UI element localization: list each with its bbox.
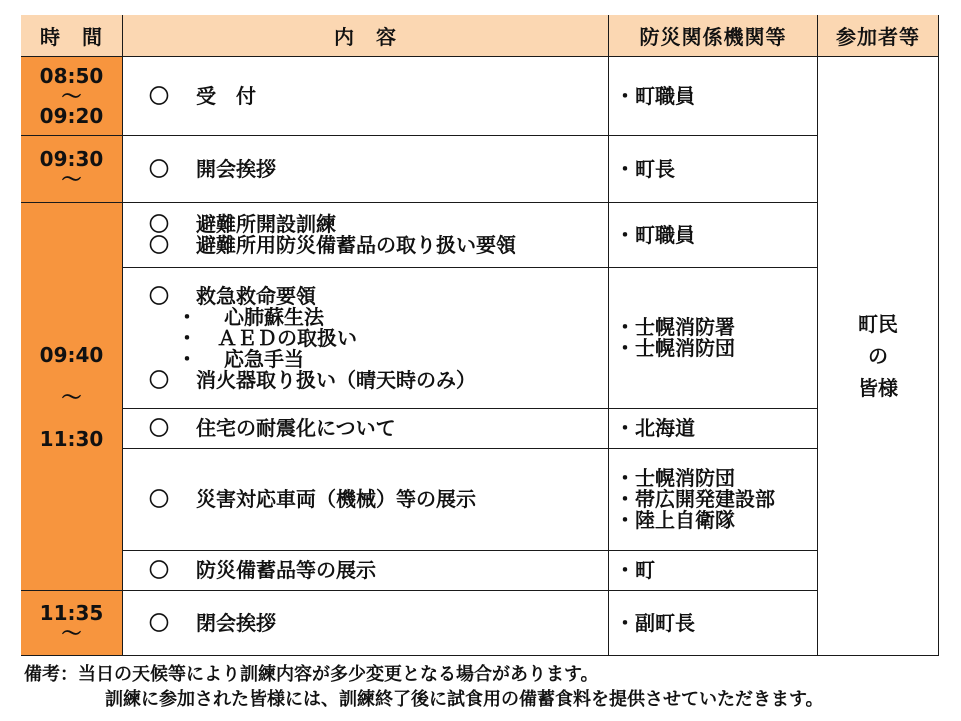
time-tilde: ～ bbox=[61, 84, 82, 108]
content-cell-closing bbox=[123, 591, 609, 656]
content-cell-shelter bbox=[123, 203, 609, 268]
note-line-1: 備考：当日の天候等により訓練内容が多少変更となる場合があります。 bbox=[24, 664, 599, 685]
org-line: ・副町長 bbox=[615, 610, 695, 635]
org-cell-first-aid bbox=[609, 268, 818, 409]
time-tilde: ～ bbox=[61, 621, 82, 645]
time-tilde: ～ bbox=[61, 167, 82, 191]
org-line: ・士幌消防署 bbox=[615, 315, 735, 339]
org-cell-vehicles bbox=[609, 449, 818, 551]
content-line: 〇 災害対応車両（機械）等の展示 bbox=[149, 487, 476, 511]
org-line: ・士幌消防団 bbox=[615, 336, 735, 360]
participants-line: 皆様 bbox=[858, 376, 898, 400]
header-participants: 参加者等 bbox=[818, 15, 939, 57]
org-cell-opening bbox=[609, 136, 818, 203]
content-line: 〇 救急救命要領 bbox=[149, 283, 316, 308]
time-start: 09:40 bbox=[39, 342, 104, 367]
time-start: 09:30 bbox=[39, 147, 104, 171]
content-line: 〇 避難所開設訓練 bbox=[149, 212, 336, 236]
header-org: 防災関係機関等 bbox=[609, 15, 818, 57]
participants-cell bbox=[818, 57, 939, 656]
content-line: 〇 受 付 bbox=[149, 83, 256, 108]
time-end: 09:20 bbox=[39, 104, 104, 128]
content-line: 〇 消火器取り扱い（晴天時のみ） bbox=[149, 367, 476, 392]
participants-line: 町民 bbox=[858, 312, 898, 336]
org-line: ・町職員 bbox=[615, 222, 695, 247]
content-cell-first-aid bbox=[123, 268, 609, 409]
content-cell-reception bbox=[123, 57, 609, 136]
org-line: ・陸上自衛隊 bbox=[615, 508, 735, 532]
content-subline: ・ ＡＥＤの取扱い bbox=[177, 325, 357, 350]
content-subline: ・ 応急手当 bbox=[177, 346, 304, 371]
org-cell-closing bbox=[609, 591, 818, 656]
content-subline: ・ 心肺蘇生法 bbox=[177, 304, 324, 329]
content-line: 〇 閉会挨拶 bbox=[149, 610, 276, 635]
org-line: ・町長 bbox=[615, 156, 675, 181]
participants-line: の bbox=[868, 344, 888, 368]
time-start: 11:35 bbox=[39, 601, 104, 625]
schedule-table bbox=[21, 15, 939, 656]
org-cell-stockpile bbox=[609, 551, 818, 591]
time-cell-reception bbox=[21, 57, 123, 136]
org-cell-reception bbox=[609, 57, 818, 136]
time-start: 08:50 bbox=[39, 64, 104, 88]
header-content: 内 容 bbox=[123, 15, 609, 57]
content-line: 〇 避難所用防災備蓄品の取り扱い要領 bbox=[149, 233, 516, 257]
content-line: 〇 住宅の耐震化について bbox=[149, 416, 396, 440]
time-tilde: ～ bbox=[61, 384, 82, 409]
org-cell-quake bbox=[609, 409, 818, 449]
org-line: ・士幌消防団 bbox=[615, 466, 735, 490]
time-end: 11:30 bbox=[39, 426, 104, 451]
content-cell-quake bbox=[123, 409, 609, 449]
content-cell-opening bbox=[123, 136, 609, 203]
content-line: 〇 開会挨拶 bbox=[149, 156, 276, 181]
notes bbox=[24, 662, 824, 712]
content-cell-stockpile bbox=[123, 551, 609, 591]
content-cell-vehicles bbox=[123, 449, 609, 551]
org-line: ・町 bbox=[615, 558, 655, 582]
org-line: ・帯広開発建設部 bbox=[615, 487, 775, 511]
time-cell-closing bbox=[21, 591, 123, 656]
org-cell-shelter bbox=[609, 203, 818, 268]
header-time: 時 間 bbox=[21, 15, 123, 57]
content-line: 〇 防災備蓄品等の展示 bbox=[149, 558, 376, 582]
org-line: ・北海道 bbox=[615, 416, 695, 440]
time-cell-opening bbox=[21, 136, 123, 203]
note-line-2: 訓練に参加された皆様には、訓練終了後に試食用の備蓄食料を提供させていただきます。 bbox=[105, 689, 824, 710]
org-line: ・町職員 bbox=[615, 83, 695, 108]
time-cell-training bbox=[21, 203, 123, 591]
